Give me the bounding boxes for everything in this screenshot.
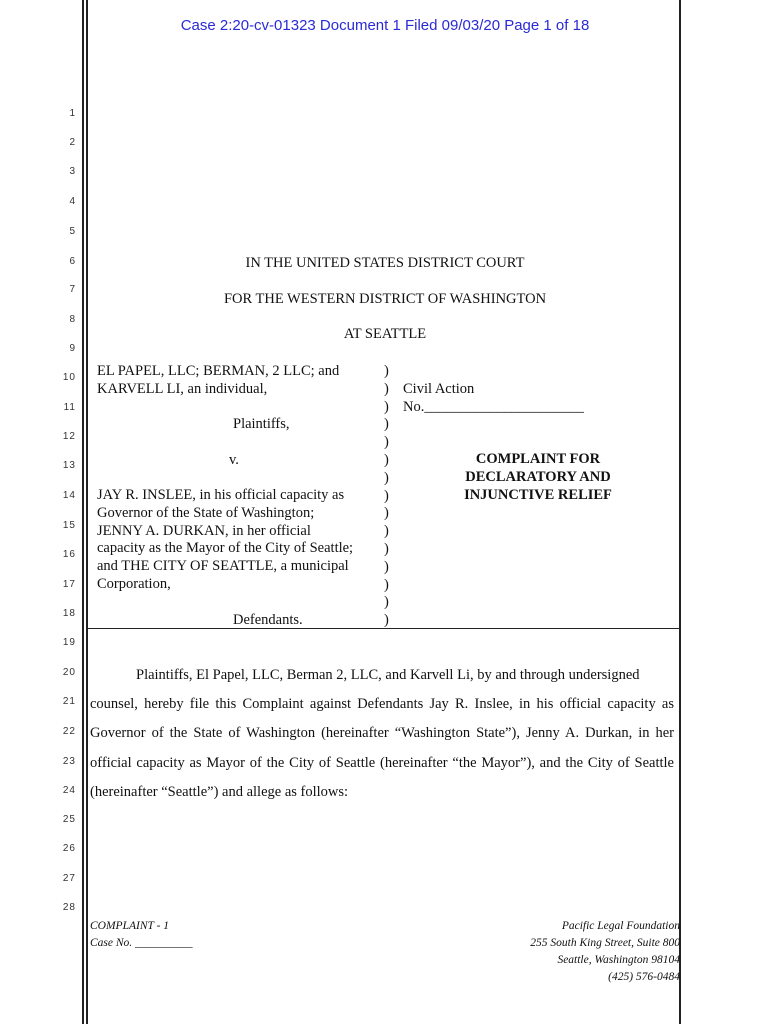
body-line: Plaintiffs, El Papel, LLC, Berman 2, LLC, and Karvell Li, by and through undersigned (136, 667, 640, 683)
line-number: 22 (62, 726, 76, 737)
defendants-name-line: and THE CITY OF SEATTLE, a municipal (97, 558, 349, 575)
paren: ) (384, 523, 389, 540)
defendants-label: Defendants. (233, 612, 303, 628)
line-number: 24 (62, 785, 76, 796)
left-margin-line-inner (86, 0, 88, 1024)
plaintiffs-name-line: EL PAPEL, LLC; BERMAN, 2 LLC; and (97, 363, 340, 379)
footer-firm-city: Seattle, Washington 98104 (557, 954, 680, 966)
paren: ) (384, 505, 389, 522)
versus: v. (229, 452, 239, 468)
line-number: 7 (69, 284, 76, 295)
footer-firm-street: 255 South King Street, Suite 800 (530, 937, 680, 949)
line-number: 5 (69, 226, 76, 237)
paren: ) (384, 558, 389, 575)
plaintiffs-label: Plaintiffs, (233, 416, 290, 432)
line-number: 27 (62, 873, 76, 884)
line-number: 10 (62, 372, 76, 383)
footer-firm-phone: (425) 576-0484 (608, 971, 680, 983)
footer-firm-info (530, 918, 680, 986)
line-number: 16 (62, 549, 76, 560)
court-name: IN THE UNITED STATES DISTRICT COURT (245, 255, 525, 271)
paren: ) (384, 434, 389, 451)
line-number: 23 (62, 756, 76, 767)
line-number: 25 (62, 814, 76, 825)
right-margin-line (679, 0, 681, 1024)
defendants-name-line: JAY R. INSLEE, in his official capacity as (97, 487, 345, 503)
line-number: 6 (69, 256, 76, 267)
line-number: 18 (62, 608, 76, 619)
line-number: 8 (69, 314, 76, 325)
document-title-line: INJUNCTIVE RELIEF (464, 486, 612, 503)
defendants-name-line: capacity as the Mayor of the City of Seattle; (97, 540, 354, 557)
line-number: 19 (62, 637, 76, 648)
body-line: (hereinafter “Seattle”) and allege as follows: (90, 784, 349, 800)
body-line: counsel, hereby file this Complaint against Defendants Jay R. Inslee, in his official capacity as (90, 696, 674, 712)
line-number: 13 (62, 460, 76, 471)
left-margin-line-outer (82, 0, 84, 1024)
paren: ) (384, 594, 389, 611)
line-number: 17 (62, 579, 76, 590)
line-number: 26 (62, 843, 76, 854)
civil-action-label: Civil Action (403, 381, 475, 397)
caption-divider (88, 628, 679, 629)
paren: ) (384, 540, 389, 557)
line-number: 4 (69, 196, 76, 207)
court-location: AT SEATTLE (343, 326, 427, 342)
line-number: 21 (62, 696, 76, 707)
filing-header: Case 2:20-cv-01323 Document 1 Filed 09/03/20 Page 1 of 18 (180, 17, 590, 34)
defendants-name-line: Corporation, (97, 575, 171, 592)
line-number: 15 (62, 520, 76, 531)
body-line: official capacity as Mayor of the City of Seattle (hereinafter “the Mayor”), and the City of Seattle (90, 755, 674, 771)
paren: ) (384, 416, 389, 433)
line-number: 3 (69, 166, 76, 177)
paren: ) (384, 451, 389, 468)
document-title (440, 451, 636, 504)
caption-parentheses (384, 363, 394, 630)
defendants-name-line: JENNY A. DURKAN, in her official (97, 522, 311, 539)
line-number: 1 (69, 108, 76, 119)
civil-action (403, 381, 584, 417)
paren: ) (384, 398, 389, 415)
document-title-line: DECLARATORY AND (465, 468, 611, 485)
paren: ) (384, 380, 389, 397)
line-number: 9 (69, 343, 76, 354)
plaintiffs-name-line: KARVELL LI, an individual, (97, 380, 268, 397)
line-number: 2 (69, 137, 76, 148)
paren: ) (384, 612, 389, 629)
body-line: Governor of the State of Washington (hereinafter “Washington State”), Jenny A. Durkan, in her (90, 725, 674, 741)
paren: ) (384, 469, 389, 486)
footer-case-number: Case No. __________ (90, 937, 193, 949)
paren: ) (384, 576, 389, 593)
court-district: FOR THE WESTERN DISTRICT OF WASHINGTON (223, 291, 547, 307)
defendants-name-line: Governor of the State of Washington; (97, 504, 315, 521)
defendants-names (97, 487, 353, 594)
line-number: 14 (62, 490, 76, 501)
line-number: 28 (62, 902, 76, 913)
paren: ) (384, 363, 389, 379)
document-title-line: COMPLAINT FOR (475, 451, 601, 467)
plaintiffs-names (97, 363, 339, 399)
footer-document-info (90, 918, 193, 952)
footer-firm-name: Pacific Legal Foundation (561, 920, 680, 932)
line-number: 20 (62, 667, 76, 678)
line-number: 11 (63, 402, 76, 413)
paren: ) (384, 487, 389, 504)
line-number: 12 (62, 431, 76, 442)
civil-action-number: No.______________________ (403, 398, 584, 415)
footer-page-label: COMPLAINT - 1 (90, 920, 170, 932)
